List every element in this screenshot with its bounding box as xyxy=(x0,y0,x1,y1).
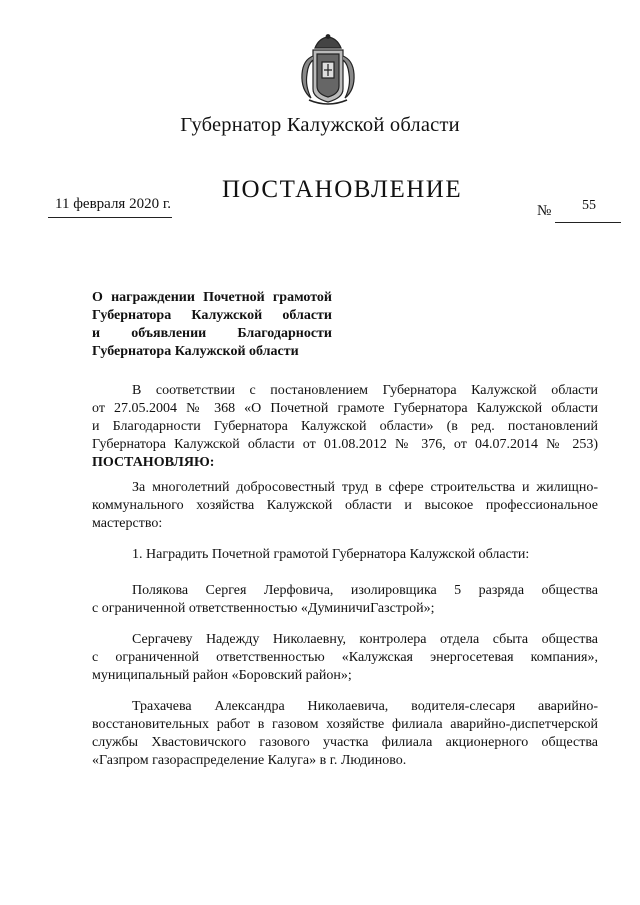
preamble-paragraph xyxy=(92,382,598,472)
subject-line: Губернатора Калужской области xyxy=(92,344,299,359)
coat-of-arms-emblem xyxy=(299,34,357,106)
preamble-line: В соответствии с постановлением Губернатора Калужской области xyxy=(132,383,598,398)
number-sign: № xyxy=(537,203,552,219)
date-underline xyxy=(48,217,172,218)
awardee-line: «Газпром газораспределение Калуга» в г. Людиново. xyxy=(92,753,407,768)
item-1-paragraph xyxy=(92,546,598,564)
awardee-line: Трахачева Александра Николаевича, водителя-слесаря аварийно- xyxy=(132,699,598,714)
document-type-title: ПОСТАНОВЛЕНИЕ xyxy=(222,176,463,203)
awardee-3-paragraph xyxy=(92,698,598,770)
awardee-2-paragraph xyxy=(92,631,598,685)
awardee-line: муниципальный район «Боровский район»; xyxy=(92,668,352,683)
subject-line: О награждении Почетной грамотой xyxy=(92,290,332,305)
issuing-authority: Губернатор Калужской области xyxy=(180,114,460,136)
reason-line: коммунального хозяйства Калужской области и высокое профессиональное xyxy=(92,498,598,513)
awardee-line: Сергачеву Надежду Николаевну, контролера отдела сбыта общества xyxy=(132,632,598,647)
awardee-line: с ограниченной ответственностью «Калужская энергосетевая компания», xyxy=(92,650,598,665)
decree-word: ПОСТАНОВЛЯЮ: xyxy=(92,455,215,470)
preamble-line: и Благодарности Губернатора Калужской области» (в ред. постановлений xyxy=(92,419,598,434)
awardee-1-paragraph xyxy=(92,582,598,618)
reason-paragraph xyxy=(92,479,598,533)
document-number: 55 xyxy=(582,198,596,213)
awardee-line: восстановительных работ в газовом хозяйстве филиала аварийно-диспетчерской xyxy=(92,717,598,732)
awardee-line: Полякова Сергея Лерфовича, изолировщика 5 разряда общества xyxy=(132,583,598,598)
item-1-text: 1. Наградить Почетной грамотой Губернатора Калужской области: xyxy=(132,547,530,562)
number-underline xyxy=(555,222,621,223)
subject-line: Губернатора Калужской области xyxy=(92,308,332,323)
preamble-line: Губернатора Калужской области от 01.08.2012 № 376, от 04.07.2014 № 253) xyxy=(92,437,598,452)
preamble-line: от 27.05.2004 № 368 «О Почетной грамоте Губернатора Калужской области xyxy=(92,401,598,416)
awardee-line: с ограниченной ответственностью «ДуминичиГазстрой»; xyxy=(92,601,435,616)
awardee-line: службы Хвастовичского газового участка филиала акционерного общества xyxy=(92,735,598,750)
document-subject xyxy=(92,289,332,361)
reason-line: мастерство: xyxy=(92,516,163,531)
reason-line: За многолетний добросовестный труд в сфере строительства и жилищно- xyxy=(132,480,598,495)
subject-line: и объявлении Благодарности xyxy=(92,326,332,341)
document-date: 11 февраля 2020 г. xyxy=(55,196,172,212)
